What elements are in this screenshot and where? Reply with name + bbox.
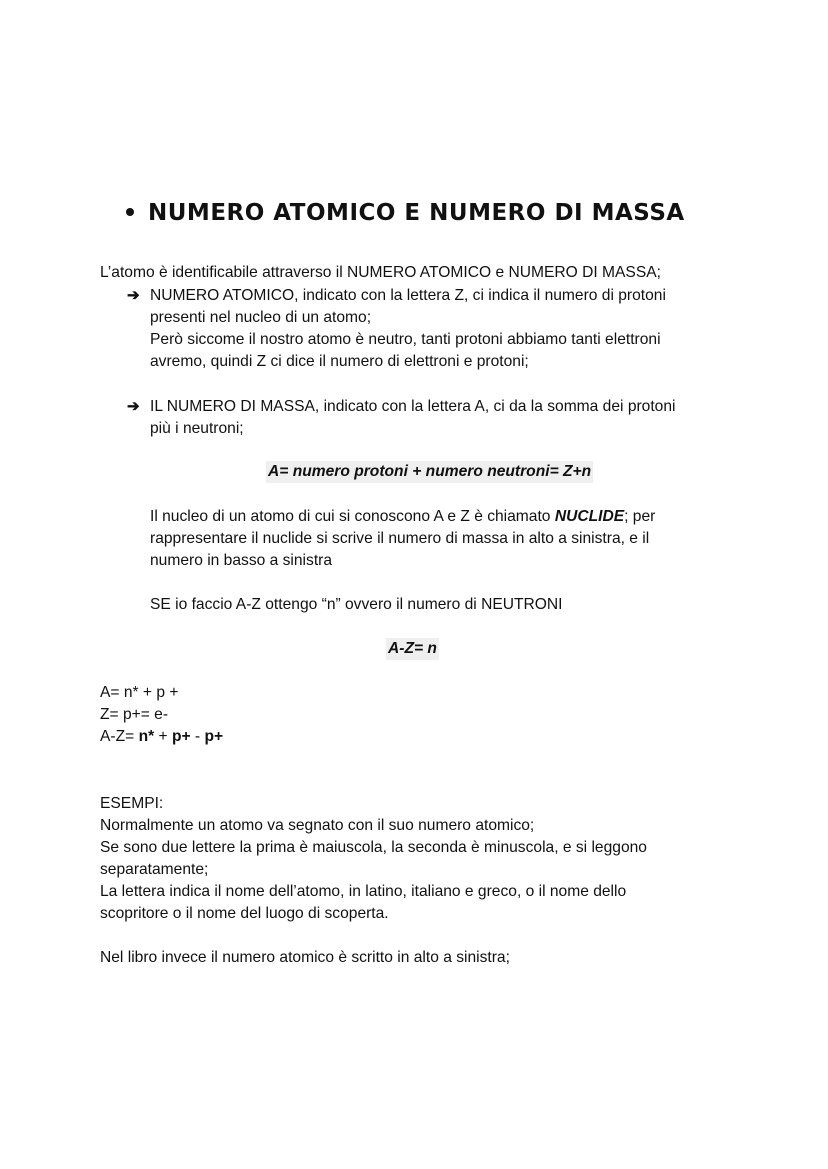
nuclide-text: Il nucleo di un atomo di cui si conoscono A e Z è chiamato [150, 508, 555, 525]
arrow-icon: ➔ [127, 398, 140, 415]
item2-line2: più i neutroni; [150, 420, 244, 437]
examples-line1: Normalmente un atomo va segnato con il suo numero atomico; [100, 817, 535, 834]
eq3-bold1: n* [138, 728, 155, 745]
examples-line2: Se sono due lettere la prima è maiuscola, la seconda è minuscola, e si leggono [100, 839, 647, 856]
examples-line5: scopritore o il nome del luogo di scoperta. [100, 905, 389, 922]
item2-line1: IL NUMERO DI MASSA, indicato con la lettera A, ci da la somma dei protoni [150, 398, 676, 415]
eq3-bold3: p+ [204, 728, 224, 745]
eq3-mid2: - [190, 728, 205, 745]
item1-line1: NUMERO ATOMICO, indicato con la lettera Z, ci indica il numero di protoni [150, 287, 666, 304]
eq3-pre: A-Z= [100, 728, 139, 745]
eq3-mid1: + [154, 728, 172, 745]
nuclide-line3: numero in basso a sinistra [150, 552, 333, 569]
examples-line3: separatamente; [100, 861, 209, 878]
final-note: Nel libro invece il numero atomico è scritto in alto a sinistra; [100, 949, 510, 966]
nuclide-text-end: ; per [624, 508, 656, 525]
heading-text: NUMERO ATOMICO E NUMERO DI MASSA [148, 200, 685, 226]
equation-line2: Z= p+= e- [100, 706, 169, 723]
eq3-bold2: p+ [171, 728, 191, 745]
section-heading [126, 200, 685, 226]
formula-mass-number: A= numero protoni + numero neutroni= Z+n [266, 461, 593, 483]
nuclide-line1 [150, 506, 655, 528]
neutron-line: SE io faccio A-Z ottengo “n” ovvero il numero di NEUTRONI [150, 596, 563, 613]
equation-line3 [100, 726, 223, 748]
nuclide-line2: rappresentare il nuclide si scrive il numero di massa in alto a sinistra, e il [150, 530, 650, 547]
examples-line4: La lettera indica il nome dell’atomo, in latino, italiano e greco, o il nome dello [100, 883, 627, 900]
formula-neutrons: A-Z= n [386, 638, 439, 660]
intro-text: L’atomo è identificabile attraverso il NUMERO ATOMICO e NUMERO DI MASSA; [100, 264, 661, 281]
examples-heading: ESEMPI: [100, 795, 164, 812]
arrow-icon: ➔ [127, 287, 140, 304]
item1-line3: Però siccome il nostro atomo è neutro, tanti protoni abbiamo tanti elettroni [150, 331, 661, 348]
item1-line4: avremo, quindi Z ci dice il numero di elettroni e protoni; [150, 353, 529, 370]
nuclide-term: NUCLIDE [554, 508, 625, 525]
item1-line2: presenti nel nucleo di un atomo; [150, 309, 372, 326]
equation-line1: A= n* + p + [100, 684, 179, 701]
bullet-dot-icon [126, 208, 134, 216]
